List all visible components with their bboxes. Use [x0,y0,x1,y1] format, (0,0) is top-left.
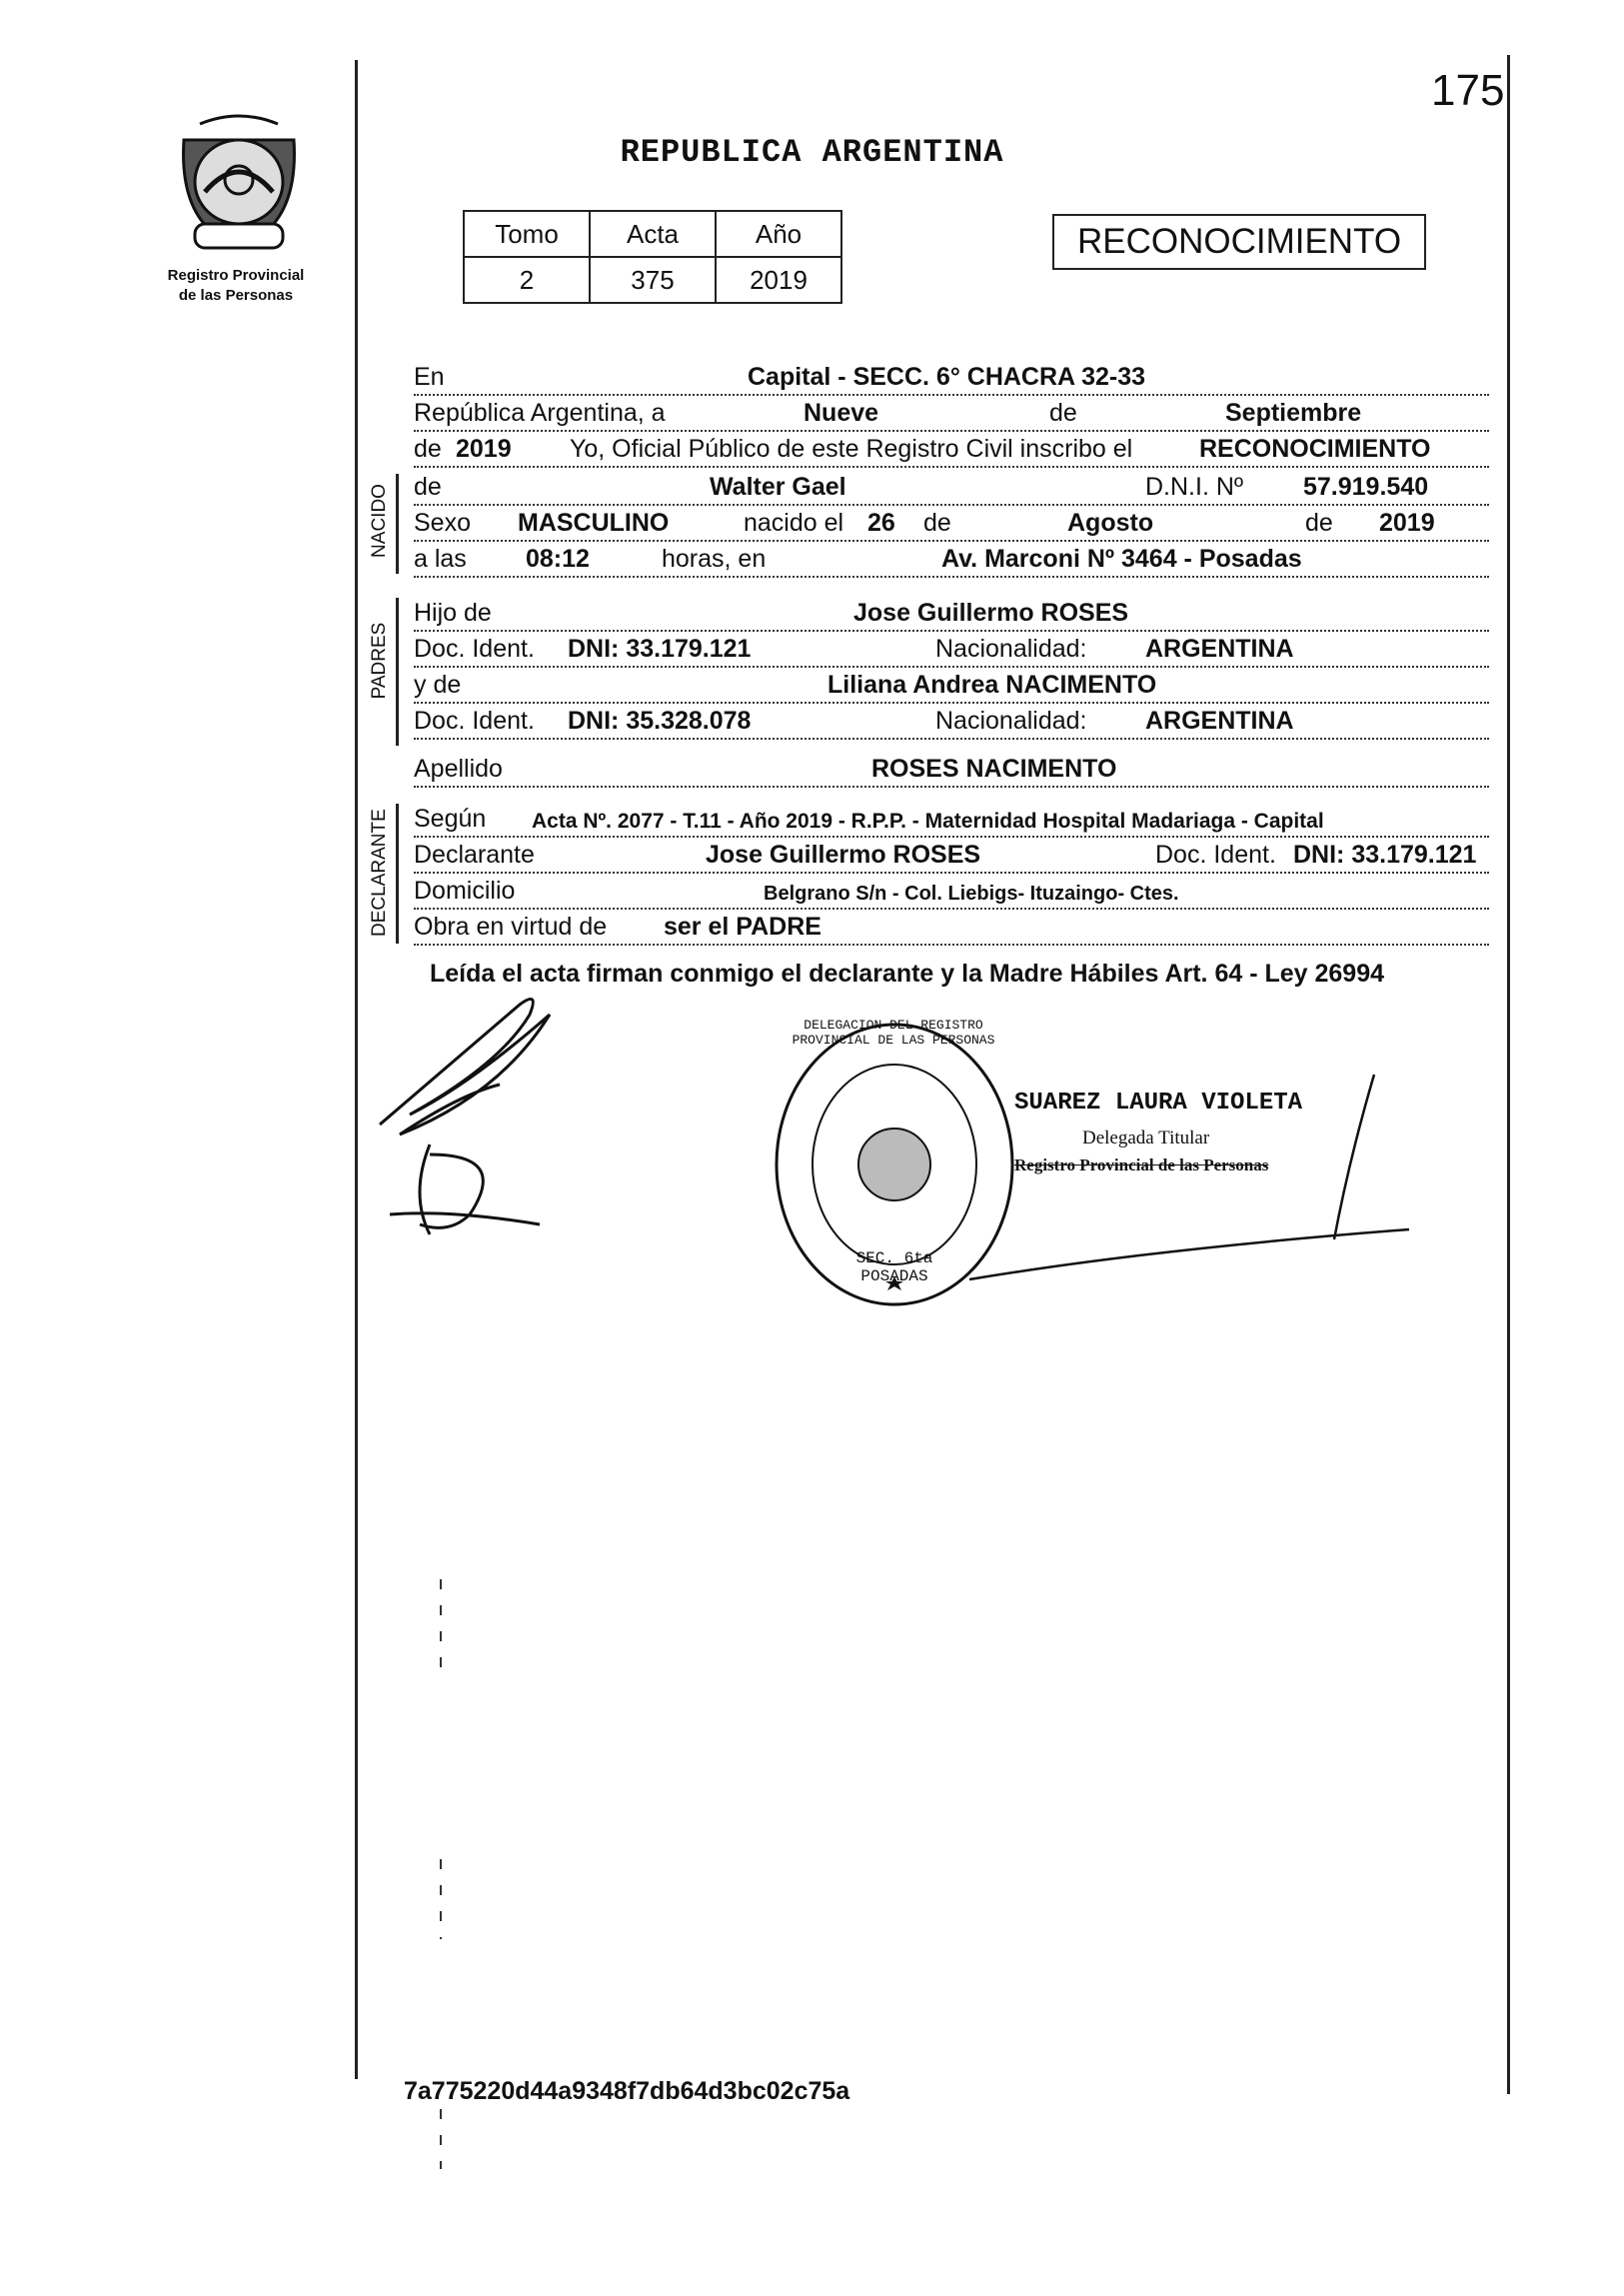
value-segun: Acta Nº. 2077 - T.11 - Año 2019 - R.P.P. - Maternidad Hospital Madariaga - Capital [532,810,1324,833]
label-segun: Según [414,805,487,833]
logo-caption: Registro Provincial de las Personas [167,267,305,304]
value-dni: 57.919.540 [1303,473,1429,501]
row-time [414,540,1489,578]
row-en [414,358,1489,396]
label-en: En [414,363,445,391]
header-ano: Año [716,211,841,257]
side-label-nacido: NACIDO [369,484,390,558]
value-month: Septiembre [1225,399,1362,427]
record-type-box: RECONOCIMIENTO [1052,214,1426,270]
label-domicilio: Domicilio [414,877,516,905]
label-alas: a las [414,545,467,573]
value-birth-month: Agosto [1067,509,1154,537]
value-declarante-doc: DNI: 33.179.121 [1293,841,1477,869]
value-birth-place: Av. Marconi Nº 3464 - Posadas [941,545,1302,573]
row-father [414,594,1489,632]
value-day: Nueve [804,399,879,427]
row-declarante [414,836,1489,874]
value-mother-name: Liliana Andrea NACIMENTO [827,671,1157,699]
label-apellido: Apellido [414,755,503,783]
stamp-inner-text: SEC. 6ta POSADAS [855,1249,933,1285]
side-label-padres: PADRES [369,622,390,700]
label-dni: D.N.I. Nº [1145,473,1244,501]
page-title: REPUBLICA ARGENTINA [620,134,1004,171]
value-domicilio: Belgrano S/n - Col. Liebigs- Ituzaingo- Ctes. [764,883,1179,905]
scan-mark [440,1579,442,1679]
right-margin-line [1507,55,1510,2094]
row-surname [414,750,1489,788]
row-date [414,394,1489,432]
header-acta: Acta [590,211,716,257]
value-act: RECONOCIMIENTO [1199,435,1431,463]
value-mother-doc: DNI: 35.328.078 [568,707,752,735]
label-hijo: Hijo de [414,599,492,627]
label-de-birth: de [923,509,951,537]
label-de-year: de [414,435,442,463]
official-name: SUAREZ LAURA VIOLETA [1014,1090,1303,1117]
value-birth-year: 2019 [1379,509,1435,537]
official-role: Delegada Titular [1082,1128,1210,1148]
label-de-name: de [414,473,442,501]
padres-bracket [396,598,399,746]
label-doc-declarante: Doc. Ident. [1155,841,1276,869]
value-en: Capital - SECC. 6° CHACRA 32-33 [748,363,1146,391]
value-sexo: MASCULINO [518,509,670,537]
value-obra: ser el PADRE [664,913,821,941]
label-doc-father: Doc. Ident. [414,635,535,663]
label-nac-father: Nacionalidad: [935,635,1087,663]
page-number: 175 [1431,66,1505,115]
record-table [463,210,842,304]
value-birth-day: 26 [867,509,895,537]
label-nacido: nacido el [744,509,844,537]
value-name: Walter Gael [710,473,846,501]
official-organization: Registro Provincial de las Personas [1014,1155,1269,1174]
stamp-ring-text: DELEGACION DEL REGISTRO PROVINCIAL DE LAS PERSONAS [792,1018,995,1048]
label-republica: República Argentina, a [414,399,666,427]
label-declarante: Declarante [414,841,535,869]
value-declarante: Jose Guillermo ROSES [706,841,981,869]
row-sex [414,504,1489,542]
row-obra [414,908,1489,946]
declarant-signature [370,975,610,1274]
row-mother [414,666,1489,704]
scan-mark [440,2109,442,2169]
label-obra: Obra en virtud de [414,913,608,941]
row-domicilio [414,872,1489,910]
left-margin-line [355,60,358,2079]
label-sexo: Sexo [414,509,471,537]
label-nac-mother: Nacionalidad: [935,707,1087,735]
row-segun [414,800,1489,838]
label-de-month: de [1049,399,1077,427]
value-birth-time: 08:12 [526,545,590,573]
value-father-nat: ARGENTINA [1145,635,1294,663]
value-year: 2019 [456,435,512,463]
value-mother-nat: ARGENTINA [1145,707,1294,735]
label-horas: horas, en [662,545,767,573]
official-signature [949,1070,1419,1289]
value-ano: 2019 [716,257,841,303]
nacido-bracket [396,474,399,574]
header-tomo: Tomo [464,211,590,257]
label-de-birth-year: de [1305,509,1333,537]
row-year [414,430,1489,468]
document-hash: 7a775220d44a9348f7db64d3bc02c75a [404,2077,850,2105]
row-name [414,468,1489,506]
declarante-bracket [396,804,399,944]
value-father-name: Jose Guillermo ROSES [853,599,1129,627]
reading-statement: Leída el acta firman conmigo el declarante y la Madre Hábiles Art. 64 - Ley 26994 [430,960,1385,988]
scan-mark [440,1859,442,1939]
value-tomo: 2 [464,257,590,303]
value-father-doc: DNI: 33.179.121 [568,635,752,663]
label-doc-mother: Doc. Ident. [414,707,535,735]
label-yo: Yo, Oficial Público de este Registro Civil inscribo el [570,435,1133,463]
label-yde: y de [414,671,462,699]
side-label-declarante: DECLARANTE [369,809,390,937]
value-surname: ROSES NACIMENTO [871,755,1117,783]
value-acta: 375 [590,257,716,303]
row-mother-doc [414,702,1489,740]
row-father-doc [414,630,1489,668]
